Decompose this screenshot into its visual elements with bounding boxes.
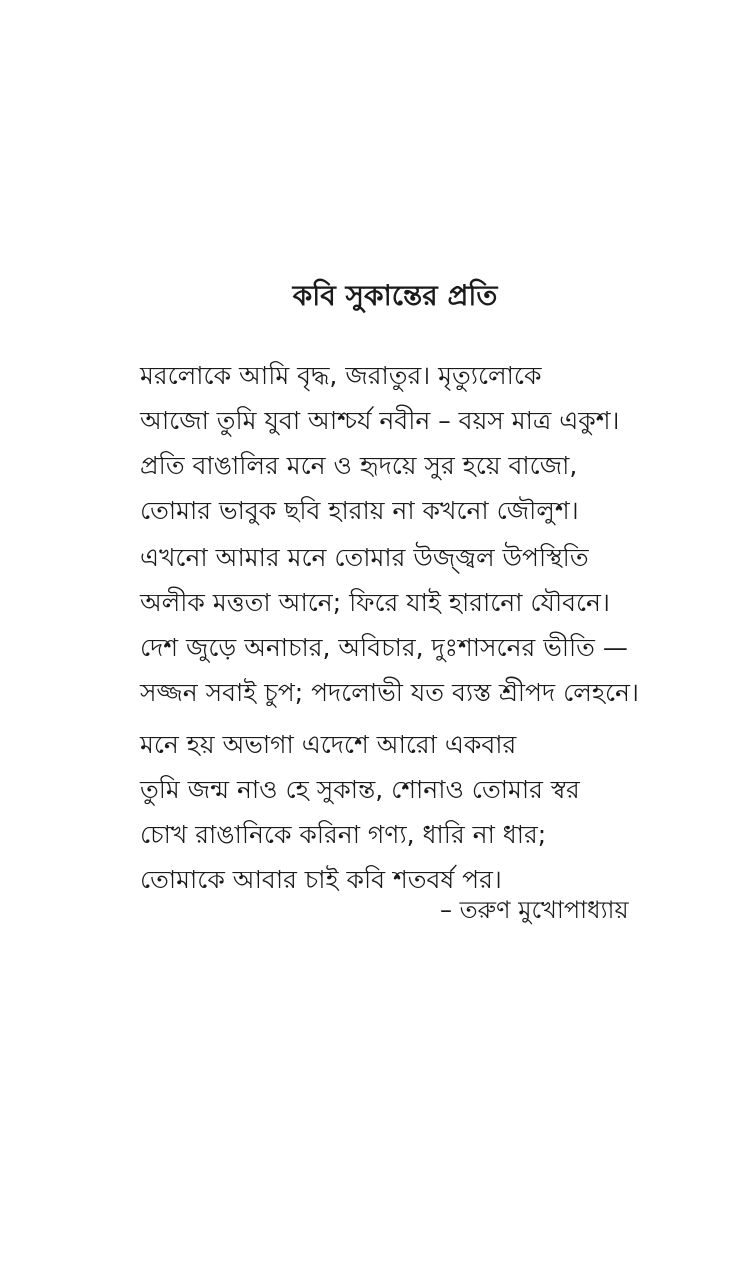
poem-line: তোমার ভাবুক ছবি হারায় না কখনো জৌলুশ। [140, 496, 579, 525]
poem-line: সজ্জন সবাই চুপ; পদলোভী যত ব্যস্ত শ্রীপদ লেহনে। [140, 678, 639, 707]
poem-author: – তরুণ মুখোপাধ্যায় [440, 896, 629, 924]
poem-line: চোখ রাঙানিকে করিনা গণ্য, ধারি না ধার; [140, 820, 547, 849]
stanza-2 [140, 535, 700, 715]
poem-line: তুমি জন্ম নাও হে সুকান্ত, শোনাও তোমার স্বর [140, 775, 580, 804]
stanza-3 [140, 722, 700, 902]
poem-line: অলীক মত্ততা আনে; ফিরে যাই হারানো যৌবনে। [140, 588, 610, 617]
poem-line: তোমাকে আবার চাই কবি শতবর্ষ পর। [140, 865, 502, 894]
poem-line: আজো তুমি যুবা আশ্চর্য নবীন – বয়স মাত্র একুশ। [140, 406, 620, 435]
poem-title: কবি সুকান্তের প্রতি [292, 279, 498, 312]
stanza-1 [140, 353, 700, 533]
poem-line: এখনো আমার মনে তোমার উজ্জ্বল উপস্থিতি [140, 543, 589, 572]
poem-line: দেশ জুড়ে অনাচার, অবিচার, দুঃশাসনের ভীতি — [140, 633, 628, 662]
poem-line: মরলোকে আমি বৃদ্ধ, জরাতুর। মৃত্যুলোকে [140, 361, 542, 390]
poem-line: মনে হয় অভাগা এদেশে আরো একবার [140, 730, 517, 759]
poem-line: প্রতি বাঙালির মনে ও হৃদয়ে সুর হয়ে বাজো, [140, 451, 578, 480]
